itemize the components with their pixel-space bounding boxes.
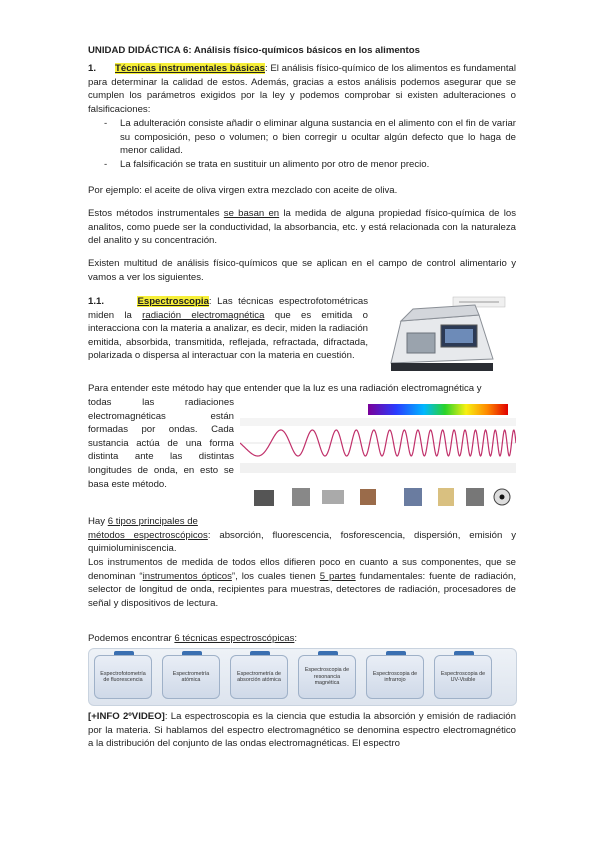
instruments-text-b: ”, los cuales tienen: [231, 570, 320, 582]
instruments-text-underlined-2: 5 partes: [319, 570, 356, 582]
adulteration-list: [104, 117, 516, 171]
list-item: - La adulteración consiste añadir o eliminar alguna sustancia en el alimento con el fin de variar su composición, peso o volumen; o bien corregir u ocultar algún defecto que lo haga de menor calidad.: [104, 117, 516, 158]
types-text-a: Hay: [88, 516, 108, 527]
technique-box-infrared: Espectroscopia de infrarrojo: [366, 655, 424, 699]
section-1-1-text-underlined: radiación electromagnética: [142, 309, 265, 321]
techniques-intro-underlined: 6 técnicas espectroscópicas: [174, 633, 295, 644]
info-paragraph: [88, 710, 516, 751]
technique-box-nmr: Espectroscopia de resonancia magnética: [298, 655, 356, 699]
section-1-number: 1.: [88, 63, 97, 74]
technique-box-fluorescence: Espectrofotometría de fluorescencia: [94, 655, 152, 699]
instruments-text-c: fundamentales: fuente de radiación, selector de longitud de onda, recipientes para muestras, detectores de radiación, procesadores de señal y dispositivos de lectura.: [88, 570, 516, 609]
types-text-b: : absorción, fluorescencia, fosforescencia, dispersión, emisión y quimioluminiscencia.: [88, 529, 516, 555]
info-text: : La espectroscopia es la ciencia que estudia la absorción y emisión de radiación por la materia. Si hablamos del espectro electromagnético se denomina espectro electromagnético a la distribución del conjunto de las ondas electromagnéticas. El espectro: [88, 711, 516, 750]
technique-box-atomic-absorption: Espectrometría de absorción atómica: [230, 655, 288, 699]
section-1-1-text-a: : Las técnicas espectrofotométricas miden la: [88, 296, 368, 321]
example-paragraph: Por ejemplo: el aceite de oliva virgen extra mezclado con aceite de oliva.: [88, 185, 398, 196]
multitude-paragraph: Existen multitud de análisis físico-químicos que se aplican en el campo de control alimentario y vamos a ver los siguientes.: [88, 258, 516, 283]
methods-text-underlined: se basan en: [223, 208, 280, 219]
section-1-intro: : El análisis físico-químico de los alimentos es fundamental para determinar la calidad de estos. Además, gracias a estos análisis podemos asegurar que se cumplen los parámetros exigidos por la ley y podemos comprobar si existen adulteraciones o falsificaciones:: [88, 63, 517, 115]
techniques-intro: [88, 632, 516, 646]
section-1-1-heading: Espectroscopia: [137, 296, 209, 307]
section-1-1-paragraph: [88, 295, 368, 363]
list-item: - La falsificación se trata en sustituir un alimento por otro de menor precio.: [104, 158, 516, 172]
techniques-intro-a: Podemos encontrar: [88, 633, 175, 644]
section-1-1-number: 1.1.: [88, 296, 105, 307]
section-1-paragraph: [88, 62, 516, 116]
section-1-1-text-b: que es emitida o interacciona con la materia a analizar, es decir, miden la radiación emitida, absorbida, transmitida, reflejada, refractada, difractada, polarizada o dispersa al interactuar con la materia en cuestión.: [88, 309, 368, 362]
methods-text-b: la medida de alguna propiedad físico-química de los analitos, como puede ser la conductividad, la absorbancia, etc. y está relacionada con la naturaleza del analito y su concentración.: [88, 208, 516, 247]
technique-box-uv-visible: Espectroscopia de UV-Visible: [434, 655, 492, 699]
methods-text-a: Estos métodos instrumentales: [88, 208, 224, 219]
electromagnetic-spectrum-image: [240, 398, 516, 516]
methods-paragraph: [88, 207, 516, 248]
spectrophotometer-image: [383, 293, 515, 379]
light-paragraph-line: Para entender este método hay que entender que la luz es una radiación electromagnética y: [88, 383, 482, 394]
types-text-underlined-2: métodos espectroscópicos: [88, 529, 208, 541]
instruments-text-underlined-1: instrumentos ópticos: [142, 570, 232, 582]
info-tag: [+INFO 2ºVIDEO]: [88, 711, 165, 722]
document-title: UNIDAD DIDÁCTICA 6: Análisis físico-químicos básicos en los alimentos: [88, 45, 420, 56]
section-1-heading: Técnicas instrumentales básicas: [115, 63, 265, 74]
instruments-paragraph: [88, 556, 516, 610]
instruments-text-a: Los instrumentos de medida de todos ellos difieren poco en cuanto a sus componentes, que se denominan “: [88, 557, 516, 582]
types-paragraph: [88, 515, 516, 556]
light-paragraph-rest: todas las radiaciones electromagnéticas están formadas por ondas. Cada sustancia actúa de una forma distinta ante las distintas longitudes de onda, en esto se basa este método.: [88, 397, 234, 490]
technique-box-atomic: Espectrometría atómica: [162, 655, 220, 699]
types-text-underlined-1: 6 tipos principales de: [107, 516, 198, 527]
techniques-intro-b: :: [294, 633, 298, 644]
